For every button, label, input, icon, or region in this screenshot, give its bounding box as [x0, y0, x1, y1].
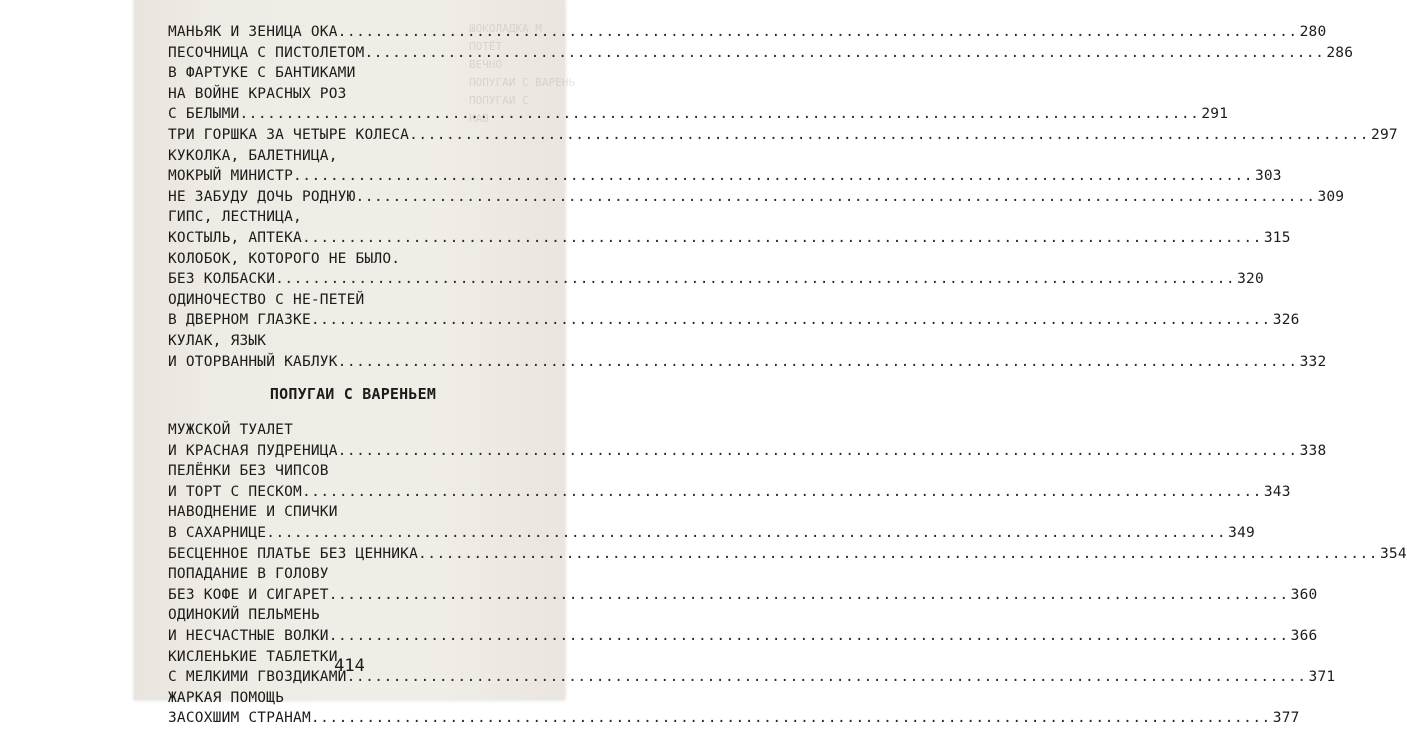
toc-page-number: 286 — [1326, 44, 1354, 61]
toc-entry-title: ОДИНОКИЙ ПЕЛЬМЕНЬ — [168, 607, 320, 624]
toc-entry-title: И ОТОРВАННЫЙ КАБЛУК — [168, 353, 338, 370]
toc-entry — [168, 502, 1255, 543]
toc-part-2 — [168, 420, 1407, 729]
table-of-contents — [168, 22, 1407, 729]
bleed-through-text: ШОКОЛАДКА М ПОТЁТ ВЕЧНО ПОПУГАИ С ВАРЕНЬ ПОПУГАИ С НАВ — [469, 22, 575, 125]
toc-entry-title: ТРИ ГОРШКА ЗА ЧЕТЫРЕ КОЛЕСА — [168, 126, 410, 143]
toc-page-number: 343 — [1263, 483, 1291, 500]
toc-page-number: 326 — [1272, 312, 1300, 329]
toc-entry — [168, 544, 1407, 565]
toc-entry-line — [168, 688, 538, 709]
toc-page-number: 280 — [1299, 24, 1327, 40]
toc-entry-title: НАВОДНЕНИЕ И СПИЧКИ — [168, 504, 338, 521]
toc-entry-title: МАНЬЯК И ЗЕНИЦА ОКА — [168, 24, 338, 40]
toc-entry-line — [168, 228, 1291, 249]
toc-page-number: 360 — [1290, 586, 1318, 603]
dot-leader — [409, 125, 1369, 146]
toc-entry-line — [168, 502, 538, 523]
toc-entry-line — [168, 420, 538, 441]
toc-entry-line — [168, 84, 538, 105]
toc-entry-line — [168, 207, 538, 228]
toc-entry-title: КУЛАК, ЯЗЫК — [168, 332, 267, 349]
toc-entry-line — [168, 63, 538, 84]
toc-entry-title: ЖАРКАЯ ПОМОЩЬ — [168, 689, 285, 706]
toc-entry-line — [168, 43, 1354, 64]
toc-entry-line — [168, 585, 1318, 606]
toc-entry-title: В САХАРНИЦЕ — [168, 525, 267, 542]
dot-leader — [364, 43, 1324, 64]
toc-entry-line — [168, 708, 1300, 729]
toc-entry-line — [168, 104, 1229, 125]
book-page — [134, 0, 1407, 727]
toc-entry — [168, 461, 1291, 502]
dot-leader — [338, 352, 1298, 373]
toc-entry-line — [168, 331, 538, 352]
toc-page-number: 297 — [1371, 126, 1398, 143]
toc-part-1 — [168, 22, 1398, 372]
toc-entry-title: В ФАРТУКЕ С БАНТИКАМИ — [168, 65, 356, 82]
toc-entry — [168, 290, 1300, 331]
toc-entry-line — [168, 125, 1398, 146]
toc-entry — [168, 43, 1354, 64]
toc-entry — [168, 125, 1398, 146]
toc-entry-title: КОЛОБОК, КОТОРОГО НЕ БЫЛО. — [168, 250, 401, 267]
dot-leader — [302, 228, 1262, 249]
dot-leader — [302, 482, 1262, 503]
section-title: ПОПУГАИ С ВАРЕНЬЕМ — [269, 385, 437, 404]
toc-entry-line — [168, 352, 1327, 373]
toc-entry-title: КОСТЫЛЬ, АПТЕКА — [168, 229, 302, 246]
toc-entry-title: НЕ ЗАБУДУ ДОЧЬ РОДНУЮ — [168, 188, 356, 205]
toc-entry-line — [168, 187, 1345, 208]
toc-entry-title: И НЕСЧАСТНЫЕ ВОЛКИ — [168, 628, 329, 645]
toc-entry — [168, 249, 1264, 290]
toc-entry-line — [168, 249, 538, 270]
toc-entry-line — [168, 146, 538, 167]
page-number: 414 — [334, 656, 365, 676]
toc-entry-title: БЕЗ КОФЕ И СИГАРЕТ — [168, 586, 329, 603]
toc-entry-line — [168, 269, 1264, 290]
toc-entry-title: ПЕСОЧНИЦА С ПИСТОЛЕТОМ — [168, 44, 365, 61]
toc-entry-title: В ДВЕРНОМ ГЛАЗКЕ — [168, 312, 311, 329]
dot-leader — [311, 708, 1271, 729]
toc-page-number: 320 — [1237, 271, 1264, 288]
toc-page-number: 371 — [1308, 669, 1336, 686]
toc-entry — [168, 146, 1282, 187]
dot-leader — [338, 441, 1298, 462]
toc-page-number: 332 — [1299, 353, 1327, 370]
toc-page-number: 303 — [1254, 168, 1282, 185]
toc-entry-title: МУЖСКОЙ ТУАЛЕТ — [168, 422, 294, 439]
toc-entry-title: ЗАСОХШИМ СТРАНАМ — [168, 710, 311, 727]
toc-page-number: 377 — [1272, 710, 1300, 727]
toc-entry-line — [168, 310, 1300, 331]
toc-entry-line — [168, 461, 538, 482]
toc-entry-line — [168, 290, 538, 311]
dot-leader — [311, 310, 1271, 331]
dot-leader — [338, 22, 1298, 43]
toc-entry — [168, 331, 1327, 372]
toc-page-number: 338 — [1299, 442, 1327, 459]
toc-entry-title: БЕЗ КОЛБАСКИ — [168, 271, 276, 288]
toc-entry-line — [168, 441, 1327, 462]
toc-entry-title: КУКОЛКА, БАЛЕТНИЦА, — [168, 147, 338, 164]
toc-entry-line — [168, 564, 538, 585]
toc-entry-title: БЕСЦЕННОЕ ПЛАТЬЕ БЕЗ ЦЕННИКА — [168, 545, 419, 562]
toc-entry-title: С МЕЛКИМИ ГВОЗДИКАМИ — [168, 669, 347, 686]
toc-entry-line — [168, 626, 1318, 647]
toc-entry — [168, 187, 1345, 208]
dot-leader — [293, 166, 1253, 187]
toc-entry — [168, 564, 1318, 605]
toc-entry-title: И ТОРТ С ПЕСКОМ — [168, 483, 302, 500]
toc-entry — [168, 207, 1291, 248]
toc-entry-title: ПОПАДАНИЕ В ГОЛОВУ — [168, 566, 329, 583]
toc-entry — [168, 22, 1327, 43]
toc-entry-line — [168, 523, 1255, 544]
dot-leader — [239, 104, 1199, 125]
toc-entry-line — [168, 544, 1407, 565]
dot-leader — [418, 544, 1378, 565]
dot-leader — [356, 187, 1316, 208]
toc-entry — [168, 688, 1300, 729]
toc-entry-line — [168, 166, 1282, 187]
toc-page-number: 354 — [1379, 545, 1407, 562]
toc-page-number: 349 — [1228, 525, 1255, 542]
toc-entry-title: ОДИНОЧЕСТВО С НЕ-ПЕТЕЙ — [168, 291, 365, 308]
toc-entry-title: НА ВОЙНЕ КРАСНЫХ РОЗ — [168, 85, 347, 102]
toc-entry-line — [168, 22, 1327, 43]
toc-entry-title: С БЕЛЫМИ — [168, 106, 240, 123]
toc-page-number: 315 — [1263, 229, 1291, 246]
toc-page-number: 309 — [1317, 188, 1345, 205]
toc-entry-title: ГИПС, ЛЕСТНИЦА, — [168, 209, 302, 226]
toc-entry-title: КИСЛЕНЬКИЕ ТАБЛЕТКИ — [168, 648, 338, 665]
toc-entry-title: ПЕЛЁНКИ БЕЗ ЧИПСОВ — [168, 463, 329, 480]
toc-entry-title: МОКРЫЙ МИНИСТР — [168, 168, 294, 185]
toc-entry — [168, 420, 1327, 461]
toc-entry-title: И КРАСНАЯ ПУДРЕНИЦА — [168, 442, 338, 459]
dot-leader — [275, 269, 1235, 290]
dot-leader — [266, 523, 1226, 544]
toc-entry-line — [168, 605, 538, 626]
toc-entry — [168, 605, 1318, 646]
toc-page-number: 291 — [1201, 106, 1229, 123]
dot-leader — [329, 585, 1289, 606]
toc-page-number: 366 — [1290, 628, 1318, 645]
dot-leader — [329, 626, 1289, 647]
toc-entry-line — [168, 482, 1291, 503]
